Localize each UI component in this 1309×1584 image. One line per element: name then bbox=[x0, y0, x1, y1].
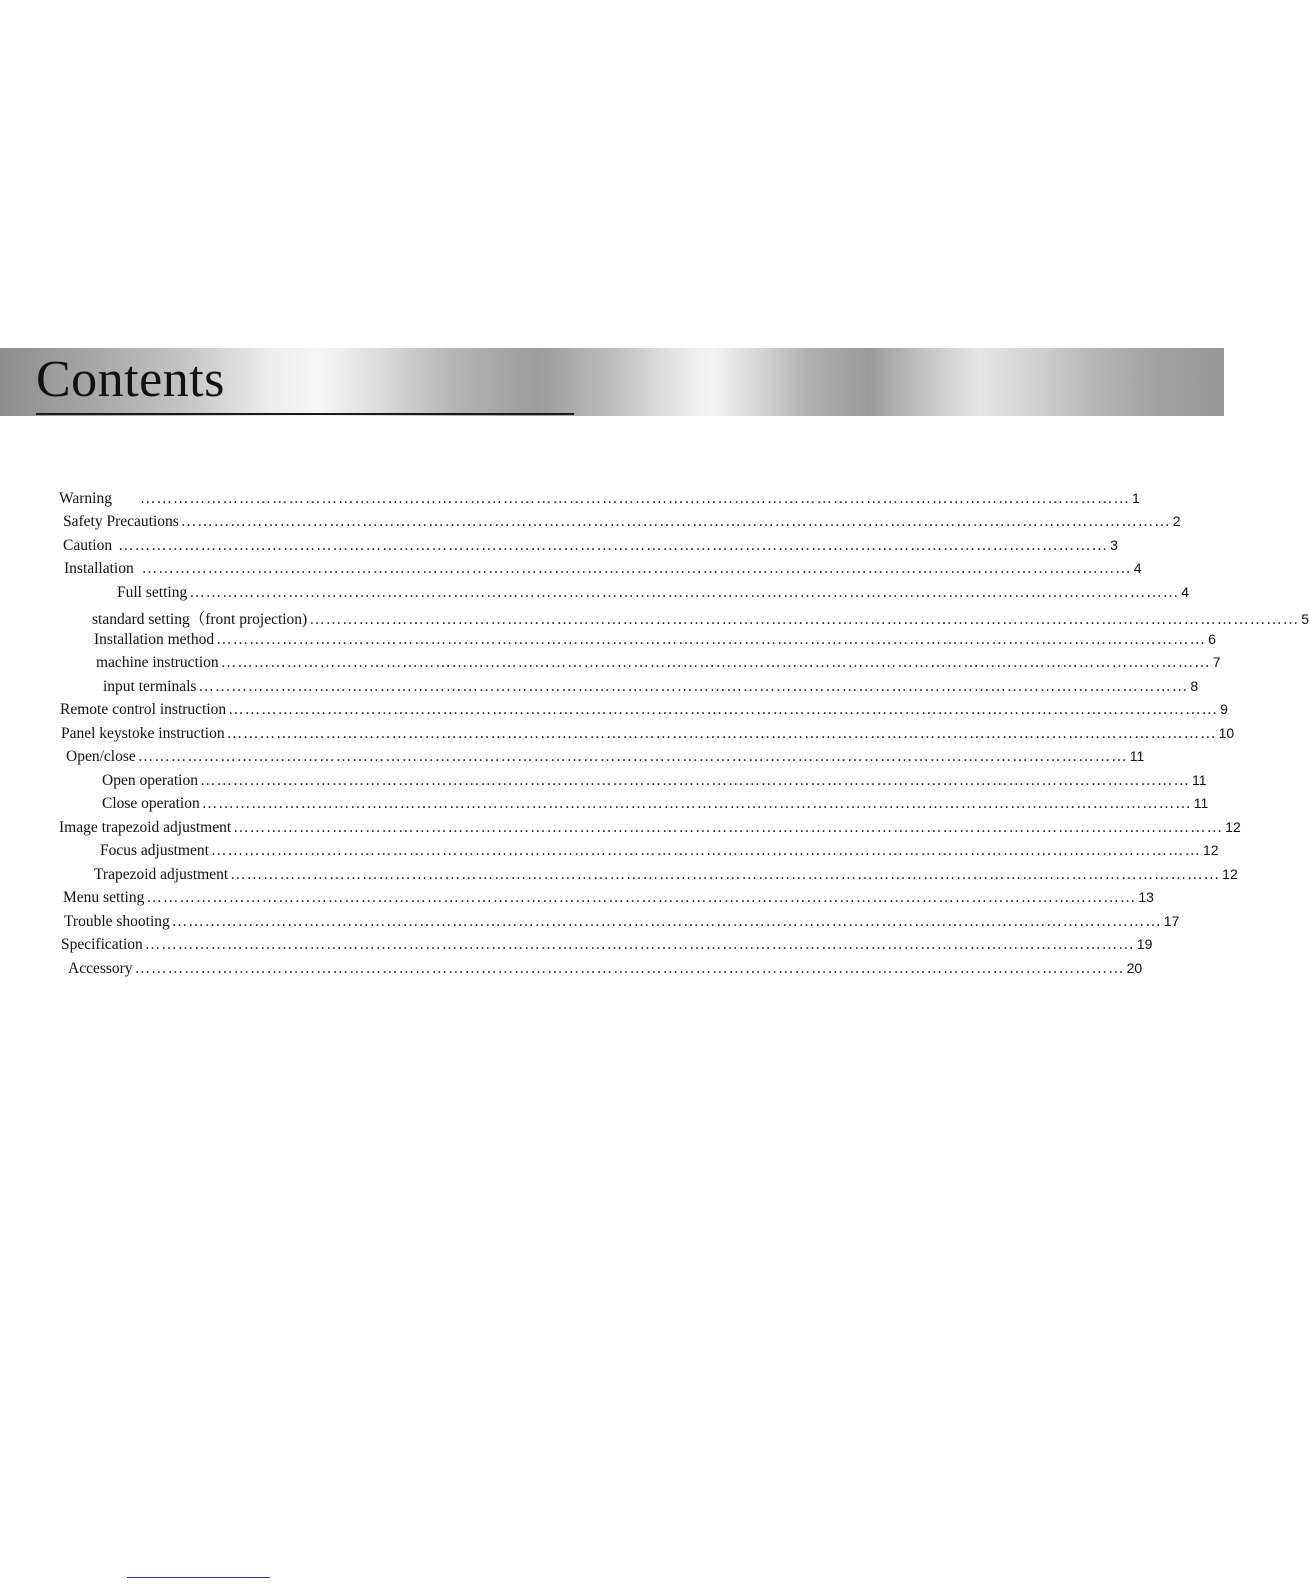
toc-entry-page: 19 bbox=[1136, 936, 1153, 952]
toc-entry-page: 5 bbox=[1301, 611, 1309, 627]
toc-entry-trouble-shooting[interactable] bbox=[64, 913, 1180, 935]
toc-entry-page: 4 bbox=[1181, 584, 1189, 600]
toc-entry-open-close[interactable] bbox=[66, 748, 1145, 770]
toc-entry-page: 9 bbox=[1220, 701, 1228, 717]
toc-entry-page: 2 bbox=[1172, 513, 1181, 529]
toc-entry-title: Accessory bbox=[68, 960, 133, 977]
toc-leader-dots: ……………………………………………………………………………………………………………………………………………………………… bbox=[171, 913, 1162, 930]
toc-entry-full-setting[interactable] bbox=[117, 584, 1189, 606]
toc-entry-image-trapezoid-adjustment[interactable] bbox=[59, 819, 1241, 841]
toc-entry-trapezoid-adjustment[interactable] bbox=[94, 866, 1238, 888]
toc-entry-page: 20 bbox=[1126, 960, 1143, 976]
toc-entry-title: Installation bbox=[64, 560, 134, 577]
toc-entry-page: 4 bbox=[1133, 560, 1142, 576]
toc-leader-dots: ……………………………………………………………………………………………………………………………………………………………… bbox=[146, 889, 1137, 906]
toc-entry-menu-setting[interactable] bbox=[63, 889, 1154, 911]
toc-leader-dots: ……………………………………………………………………………………………………………………………………………………………… bbox=[216, 631, 1207, 648]
toc-entry-open-operation[interactable] bbox=[102, 772, 1207, 794]
toc-entry-title: Safety Precautions bbox=[63, 513, 179, 530]
toc-entry-title: Trapezoid adjustment bbox=[94, 866, 229, 883]
toc-leader-dots: ……………………………………………………………………………………………………………………………………………………………… bbox=[141, 560, 1132, 577]
toc-entry-title: Caution bbox=[63, 537, 113, 554]
toc-entry-specification[interactable] bbox=[61, 936, 1153, 958]
toc-leader-dots: ……………………………………………………………………………………………………………………………………………………………… bbox=[220, 654, 1211, 671]
toc-entry-page: 12 bbox=[1202, 842, 1219, 858]
toc-entry-installation[interactable] bbox=[64, 560, 1142, 582]
toc-entry-title: Warning bbox=[59, 490, 112, 507]
toc-entry-focus-adjustment[interactable] bbox=[100, 842, 1219, 864]
toc-entry-title: input terminals bbox=[103, 678, 197, 695]
footer-link-underline bbox=[127, 1577, 270, 1578]
toc-leader-dots: ……………………………………………………………………………………………………………………………………………………………… bbox=[134, 960, 1125, 977]
toc-entry-remote-control-instruction[interactable] bbox=[60, 701, 1228, 723]
toc-entry-page: 11 bbox=[1191, 772, 1207, 788]
toc-entry-input-terminals[interactable] bbox=[103, 678, 1199, 700]
toc-entry-title: Menu setting bbox=[63, 889, 145, 906]
toc-entry-page: 10 bbox=[1218, 725, 1235, 741]
toc-entry-accessory[interactable] bbox=[68, 960, 1143, 982]
toc-leader-dots: ……………………………………………………………………………………………………………………………………………………………… bbox=[144, 936, 1135, 953]
title-underline bbox=[36, 413, 574, 415]
toc-leader-dots: ……………………………………………………………………………………………………………………………………………………………… bbox=[233, 819, 1224, 836]
toc-entry-page: 6 bbox=[1208, 631, 1216, 647]
toc-entry-close-operation[interactable] bbox=[102, 795, 1209, 817]
toc-entry-page: 8 bbox=[1190, 678, 1199, 694]
toc-entry-warning[interactable] bbox=[59, 490, 1140, 512]
toc-entry-machine-instruction[interactable] bbox=[96, 654, 1221, 676]
toc-leader-dots: ……………………………………………………………………………………………………………………………………………………………… bbox=[210, 842, 1201, 859]
toc-entry-title: Image trapezoid adjustment bbox=[59, 819, 232, 836]
toc-leader-dots: ……………………………………………………………………………………………………………………………………………………………… bbox=[226, 725, 1217, 742]
toc-leader-dots: ……………………………………………………………………………………………………………………………………………………………… bbox=[228, 701, 1219, 718]
toc-entry-title: Remote control instruction bbox=[60, 701, 227, 718]
toc-leader-dots: ……………………………………………………………………………………………………………………………………………………………… bbox=[309, 611, 1300, 628]
toc-leader-dots: ……………………………………………………………………………………………………………………………………………………………… bbox=[230, 866, 1221, 883]
toc-entry-title: machine instruction bbox=[96, 654, 219, 671]
toc-entry-title: Specification bbox=[61, 936, 143, 953]
toc-entry-title: Panel keystoke instruction bbox=[61, 725, 225, 742]
toc-entry-title: standard setting（front projection) bbox=[92, 611, 308, 628]
toc-leader-dots: ……………………………………………………………………………………………………………………………………………………………… bbox=[198, 678, 1189, 695]
toc-entry-page: 13 bbox=[1138, 889, 1154, 905]
toc-entry-page: 12 bbox=[1225, 819, 1241, 835]
toc-leader-dots: ……………………………………………………………………………………………………………………………………………………………… bbox=[140, 490, 1130, 507]
toc-entry-page: 7 bbox=[1212, 654, 1221, 670]
toc-leader-dots: ……………………………………………………………………………………………………………………………………………………………… bbox=[118, 537, 1109, 554]
toc-entry-standard-setting[interactable] bbox=[92, 607, 1309, 629]
toc-entry-page: 11 bbox=[1193, 795, 1209, 811]
toc-leader-dots: ……………………………………………………………………………………………………………………………………………………………… bbox=[201, 795, 1192, 812]
toc-entry-page: 1 bbox=[1132, 490, 1140, 506]
toc-leader-dots: ……………………………………………………………………………………………………………………………………………………………… bbox=[189, 584, 1180, 601]
toc-entry-page: 17 bbox=[1163, 913, 1180, 929]
toc-entry-page: 12 bbox=[1222, 866, 1238, 882]
toc-entry-safety-precautions[interactable] bbox=[63, 513, 1181, 535]
toc-entry-title: Open/close bbox=[66, 748, 136, 765]
toc-entry-title: Open operation bbox=[102, 772, 198, 789]
contents-banner bbox=[0, 348, 1224, 416]
toc-entry-title: Trouble shooting bbox=[64, 913, 170, 930]
toc-entry-title: Close operation bbox=[102, 795, 200, 812]
toc-entry-panel-keystoke-instruction[interactable] bbox=[61, 725, 1235, 747]
toc-entry-page: 11 bbox=[1129, 748, 1145, 764]
toc-entry-page: 3 bbox=[1110, 537, 1118, 553]
toc-entry-title: Focus adjustment bbox=[100, 842, 209, 859]
toc-leader-dots: ……………………………………………………………………………………………………………………………………………………………… bbox=[137, 748, 1128, 765]
toc-entry-title: Installation method bbox=[94, 631, 215, 648]
toc-leader-dots: ……………………………………………………………………………………………………………………………………………………………… bbox=[180, 513, 1171, 530]
toc-leader-dots: ……………………………………………………………………………………………………………………………………………………………… bbox=[199, 772, 1190, 789]
toc-entry-caution[interactable] bbox=[63, 537, 1118, 559]
page-title: Contents bbox=[36, 351, 225, 408]
toc-entry-installation-method[interactable] bbox=[94, 631, 1216, 653]
toc-entry-title: Full setting bbox=[117, 584, 188, 601]
